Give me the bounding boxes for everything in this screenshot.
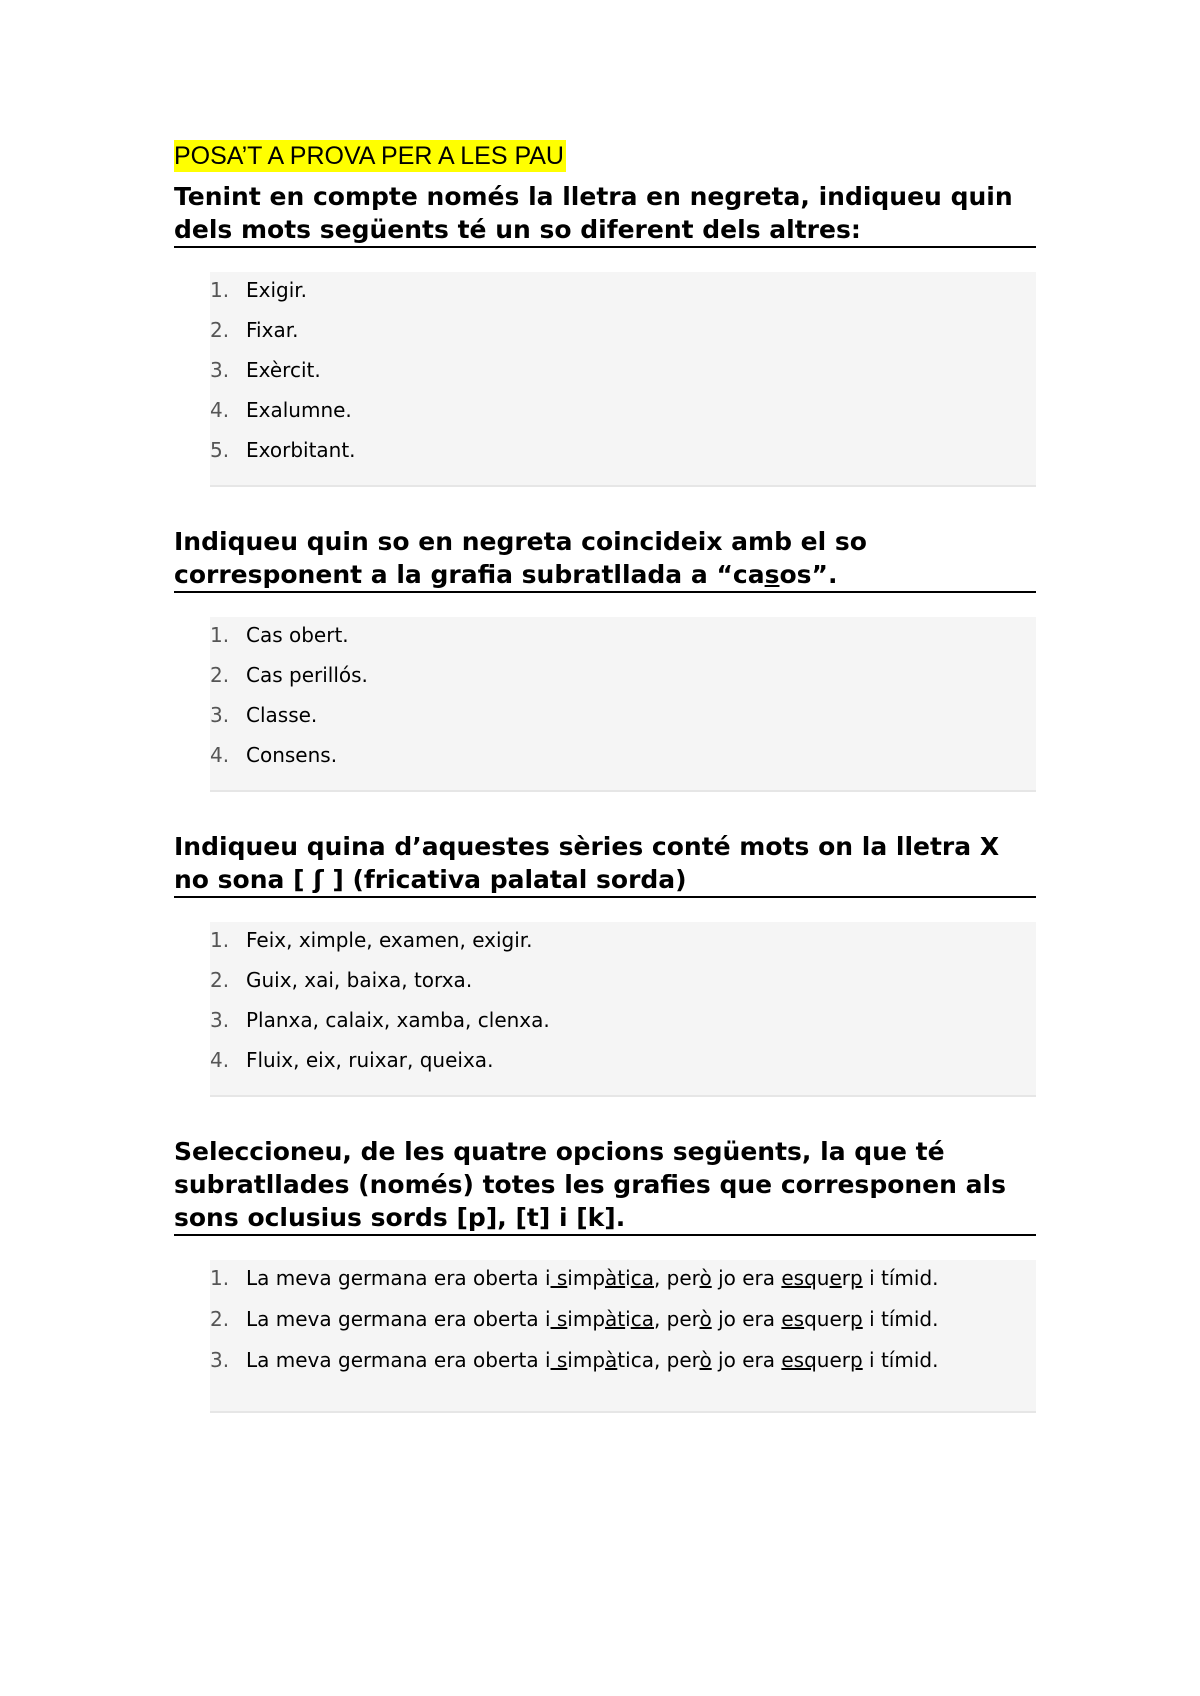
question-2-options — [210, 617, 1036, 792]
heading-text: Indiqueu quin so en negreta coincideix amb el so corresponent a la grafia subratllada a “ca — [174, 527, 867, 589]
option: Cas perillós. — [246, 663, 368, 687]
question-1-options — [210, 272, 1036, 487]
document-title: POSA’T A PROVA PER A LES PAU — [174, 142, 564, 170]
option: Exorbitant. — [246, 438, 356, 462]
question-4 — [174, 1135, 1036, 1413]
option: Guix, xai, baixa, torxa. — [246, 968, 473, 992]
document-page — [174, 140, 1036, 1413]
option: Planxa, calaix, xamba, clenxa. — [246, 1008, 550, 1032]
heading-text: os”. — [779, 560, 838, 589]
question-3 — [174, 830, 1036, 1097]
option: Feix, ximple, examen, exigir. — [246, 928, 533, 952]
option: La meva germana era oberta i simpàtica, però jo era esquerp i tímid. — [246, 1266, 939, 1290]
option: Exigir. — [246, 278, 308, 302]
question-1 — [174, 180, 1036, 487]
question-3-heading: Indiqueu quina d’aquestes sèries conté mots on la lletra X no sona [ ʃ ] (fricativa palatal sorda) — [174, 830, 1036, 898]
question-4-options — [210, 1260, 1036, 1413]
option: Cas obert. — [246, 623, 349, 647]
option: Fixar. — [246, 318, 299, 342]
option: Classe. — [246, 703, 318, 727]
underlined-grapheme: s — [764, 560, 780, 589]
option: Exalumne. — [246, 398, 352, 422]
question-2-heading — [174, 525, 1036, 593]
question-4-heading: Seleccioneu, de les quatre opcions següents, la que té subratllades (només) totes les grafies que corresponen als sons oclusius sords [p], [t] i [k]. — [174, 1135, 1036, 1236]
question-2 — [174, 525, 1036, 792]
spacer — [174, 1097, 1036, 1135]
option: Fluix, eix, ruixar, queixa. — [246, 1048, 494, 1072]
spacer — [174, 487, 1036, 525]
question-3-options — [210, 922, 1036, 1097]
option: La meva germana era oberta i simpàtica, però jo era esquerp i tímid. — [246, 1348, 939, 1372]
option: Consens. — [246, 743, 338, 767]
spacer — [174, 792, 1036, 830]
option: La meva germana era oberta i simpàtica, però jo era esquerp i tímid. — [246, 1307, 939, 1331]
option: Exèrcit. — [246, 358, 321, 382]
question-1-heading: Tenint en compte només la lletra en negreta, indiqueu quin dels mots següents té un so diferent dels altres: — [174, 180, 1036, 248]
